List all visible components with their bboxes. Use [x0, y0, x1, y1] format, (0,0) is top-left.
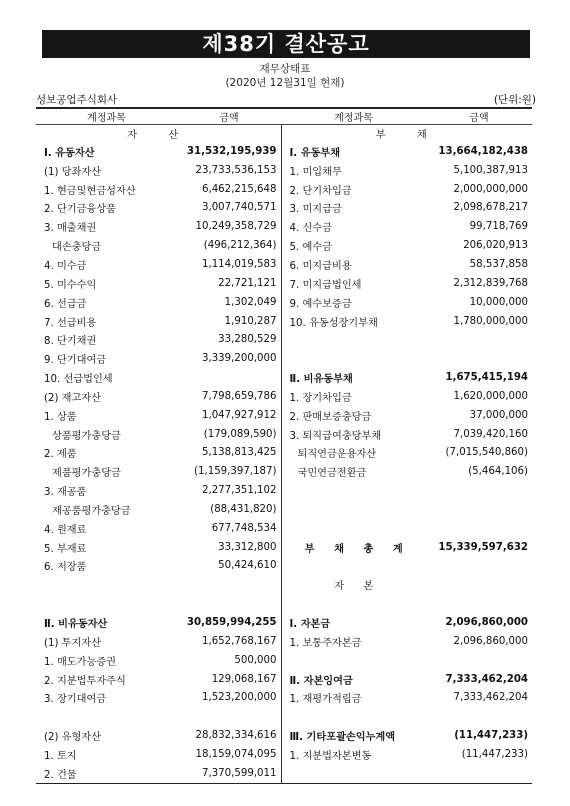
left-amount-cell: 30,859,994,255 [186, 617, 277, 629]
right-amount-cell [426, 519, 532, 538]
right-amount-cell [426, 764, 532, 783]
left-account-cell: 2. 단기금융상품 [44, 204, 117, 216]
statement-name: 재무상태표 [259, 63, 311, 75]
left-amount-cell: 18,159,074,095 [195, 748, 277, 760]
left-amount-cell: 23,733,536,153 [195, 164, 277, 176]
right-account-cell: Ⅱ. 자본잉여금 [281, 670, 426, 689]
left-amount-cell: 33,280,529 [218, 334, 277, 346]
right-account-cell [281, 349, 426, 368]
right-amount-cell: 1,780,000,000 [453, 315, 528, 327]
unit-label: (단위:원) [493, 94, 536, 106]
right-account-cell: Ⅲ. 기타포괄손익누계액 [281, 726, 426, 745]
left-account-cell: 10. 선급법인세 [44, 374, 113, 386]
statement-date: (2020년 12월31일 현재) [225, 77, 345, 89]
left-amount-cell: 6,462,215,648 [201, 183, 277, 195]
table-row [36, 330, 532, 349]
left-account-cell: 대손충당금 [52, 242, 102, 254]
right-account-cell: 2. 판매보증충당금 [281, 406, 426, 425]
right-amount-cell [426, 557, 532, 576]
left-account-cell: 7. 선급비용 [44, 317, 97, 329]
table-row [36, 293, 532, 312]
right-amount-cell [426, 500, 532, 519]
left-amount-cell: 1,114,019,583 [201, 258, 277, 270]
table-row [36, 161, 532, 180]
left-amount-cell: 500,000 [234, 654, 277, 666]
table-row [36, 236, 532, 255]
table-row [36, 519, 532, 538]
left-account-cell: 5. 미수수익 [44, 279, 97, 291]
table-row [36, 444, 532, 463]
left-account-cell: 8. 단기채권 [44, 336, 97, 348]
right-account-cell: 부 채 총 계 [281, 538, 426, 557]
right-amount-cell: 99,718,769 [469, 221, 528, 233]
left-account-cell [36, 594, 177, 613]
left-amount-cell: 7,798,659,786 [201, 390, 277, 402]
left-amount-cell: 22,721,121 [218, 277, 277, 289]
left-account-cell: 제품평가충당금 [52, 468, 121, 480]
table-row [36, 557, 532, 576]
left-amount-cell: 1,523,200,000 [201, 692, 277, 704]
table-row [36, 594, 532, 613]
left-amount-cell [177, 368, 281, 387]
right-amount-cell: 2,096,860,000 [445, 617, 528, 629]
right-account-cell: 1. 미입채무 [281, 161, 426, 180]
left-amount-cell: 129,068,167 [211, 673, 277, 685]
left-account-cell: Ⅰ. 유동자산 [44, 147, 95, 159]
right-account-cell: 6. 미지급비용 [281, 255, 426, 274]
left-account-cell [36, 575, 177, 594]
right-amount-cell: 1,675,415,194 [445, 372, 528, 384]
right-amount-cell: 1,620,000,000 [453, 390, 528, 402]
right-amount-cell: 13,664,182,438 [438, 145, 528, 157]
right-amount-cell [426, 594, 532, 613]
right-amount-cell: 7,039,420,160 [453, 428, 528, 440]
left-account-cell: 1. 매도가능증권 [44, 656, 117, 668]
left-account-cell: (1) 당좌자산 [44, 166, 102, 178]
left-amount-cell: 10,249,358,729 [195, 221, 277, 233]
right-account-cell: 퇴직연금운용자산 [281, 444, 426, 463]
left-account-cell: 2. 제품 [44, 449, 77, 461]
left-amount-cell: 7,370,599,011 [201, 767, 277, 779]
right-account-cell [281, 594, 426, 613]
right-amount-cell: 7,333,462,204 [445, 673, 528, 685]
left-amount-cell: 1,047,927,912 [201, 409, 277, 421]
left-account-cell: 2. 지분법투자주식 [44, 675, 126, 687]
table-row [36, 312, 532, 331]
right-account-cell: 1. 재평가적립금 [281, 688, 426, 707]
right-account-cell [281, 519, 426, 538]
left-amount-cell: (496,212,364) [203, 240, 277, 252]
column-header-right-account: 계정과목 [281, 108, 426, 125]
table-row [36, 764, 532, 783]
left-account-cell: 1. 현금및현금성자산 [44, 185, 136, 197]
right-account-cell: Ⅰ. 유동부채 [281, 142, 426, 161]
right-account-cell: Ⅰ. 자본금 [281, 613, 426, 632]
left-account-cell: 5. 부재료 [44, 543, 87, 555]
right-amount-cell: (5,464,106) [468, 466, 528, 478]
left-amount-cell: (88,431,820) [210, 503, 277, 515]
table-row [36, 651, 532, 670]
table-row [36, 707, 532, 726]
column-header-left-account: 계정과목 [36, 108, 177, 125]
left-amount-cell: 1,652,768,167 [201, 635, 277, 647]
right-account-cell [281, 500, 426, 519]
table-row [36, 575, 532, 594]
table-row [36, 481, 532, 500]
table-row [36, 462, 532, 481]
right-amount-cell [426, 349, 532, 368]
left-account-cell [36, 707, 177, 726]
table-row [36, 670, 532, 689]
table-row [36, 387, 532, 406]
table-row [36, 406, 532, 425]
table-row [36, 632, 532, 651]
right-account-cell: 국민연금전환금 [281, 462, 426, 481]
left-amount-cell: 677,748,534 [211, 522, 277, 534]
right-account-cell [281, 330, 426, 349]
right-amount-cell [426, 481, 532, 500]
right-amount-cell: 2,312,839,768 [453, 277, 528, 289]
left-amount-cell: 3,339,200,000 [201, 353, 277, 365]
right-account-cell: 1. 보통주자본금 [281, 632, 426, 651]
left-account-cell: 9. 단기대여금 [44, 355, 107, 367]
left-account-cell: 1. 상품 [44, 411, 77, 423]
left-account-cell: (2) 유형자산 [44, 732, 102, 744]
table-row [36, 726, 532, 745]
left-amount-cell: 28,832,334,616 [195, 730, 277, 742]
table-row [36, 500, 532, 519]
table-row [36, 255, 532, 274]
right-account-cell: 4. 신수금 [281, 217, 426, 236]
right-amount-cell: 2,096,860,000 [453, 635, 528, 647]
left-amount-cell: 5,138,813,425 [201, 447, 277, 459]
left-account-cell: 3. 재공품 [44, 487, 87, 499]
right-account-cell [281, 481, 426, 500]
left-account-cell: 6. 저장품 [44, 562, 87, 574]
right-account-cell: 5. 예수금 [281, 236, 426, 255]
left-amount-cell: 31,532,195,939 [186, 145, 277, 157]
balance-sheet-table [36, 107, 532, 784]
table-row [36, 745, 532, 764]
table-row [36, 142, 532, 161]
left-account-cell: 상품평가충당금 [52, 430, 121, 442]
table-row [36, 538, 532, 557]
table-row [36, 613, 532, 632]
right-account-cell: Ⅱ. 비유동부채 [281, 368, 426, 387]
right-amount-cell: 2,098,678,217 [453, 202, 528, 214]
column-header-right-amount: 금액 [426, 108, 532, 125]
left-amount-cell: (179,089,590) [203, 428, 277, 440]
right-account-cell: 7. 미지급법인세 [281, 274, 426, 293]
section-heading-row [36, 125, 532, 143]
right-account-cell: 1. 장기차입금 [281, 387, 426, 406]
table-row [36, 274, 532, 293]
right-account-cell: 9. 예수보증금 [281, 293, 426, 312]
right-amount-cell: 2,000,000,000 [453, 183, 528, 195]
right-amount-cell [426, 575, 532, 594]
page-title: 제38기 결산공고 [42, 30, 530, 58]
right-account-cell: 자 본 [281, 575, 426, 594]
left-amount-cell: 33,312,800 [218, 541, 277, 553]
right-account-cell: 3. 퇴직급여충당부채 [281, 425, 426, 444]
left-account-cell: 3. 매출채권 [44, 223, 97, 235]
left-account-cell: 1. 토지 [44, 750, 77, 762]
company-name: 성보공업주식회사 [36, 94, 118, 106]
left-account-cell: (2) 재고자산 [44, 392, 102, 404]
right-account-cell: 3. 미지급금 [281, 199, 426, 218]
section-assets: 자 산 [127, 130, 193, 141]
left-amount-cell [177, 575, 281, 594]
right-amount-cell [426, 330, 532, 349]
right-amount-cell: (7,015,540,860) [445, 447, 528, 459]
right-amount-cell: 10,000,000 [469, 296, 528, 308]
left-amount-cell: 2,277,351,102 [201, 485, 277, 497]
table-row [36, 180, 532, 199]
left-amount-cell: 1,910,287 [224, 315, 277, 327]
table-header-row [36, 108, 532, 125]
left-amount-cell [177, 707, 281, 726]
right-account-cell [281, 557, 426, 576]
right-amount-cell: 37,000,000 [469, 409, 528, 421]
left-account-cell: 4. 원재료 [44, 524, 87, 536]
left-amount-cell: (1,159,397,187) [194, 466, 277, 478]
column-header-left-amount: 금액 [177, 108, 281, 125]
left-account-cell: 3. 장기대여금 [44, 694, 107, 706]
table-row [36, 425, 532, 444]
left-account-cell: Ⅱ. 비유동자산 [44, 619, 108, 631]
right-account-cell: 1. 지분법자본변동 [281, 745, 426, 764]
right-amount-cell: 5,100,387,913 [453, 164, 528, 176]
right-amount-cell: (11,447,233) [461, 748, 528, 760]
left-account-cell: 4. 미수금 [44, 260, 87, 272]
right-amount-cell: 58,537,858 [469, 258, 528, 270]
left-amount-cell: 50,424,610 [218, 560, 277, 572]
table-row [36, 688, 532, 707]
right-amount-cell: 7,333,462,204 [453, 692, 528, 704]
table-row [36, 217, 532, 236]
table-row [36, 368, 532, 387]
section-liabilities: 부 채 [281, 125, 532, 143]
right-amount-cell [426, 651, 532, 670]
table-row [36, 199, 532, 218]
left-account-cell: 2. 건물 [44, 769, 77, 781]
left-account-cell: 6. 선급금 [44, 298, 87, 310]
right-amount-cell [426, 707, 532, 726]
right-account-cell [281, 707, 426, 726]
left-amount-cell: 3,007,740,571 [201, 202, 277, 214]
right-account-cell [281, 651, 426, 670]
left-amount-cell [177, 594, 281, 613]
right-amount-cell: (11,447,233) [454, 730, 528, 742]
right-amount-cell: 15,339,597,632 [438, 541, 528, 553]
left-account-cell: (1) 투지자산 [44, 637, 102, 649]
right-account-cell: 10. 유동성장기부채 [281, 312, 426, 331]
right-account-cell: 2. 단기차입금 [281, 180, 426, 199]
left-amount-cell: 1,302,049 [224, 296, 277, 308]
right-account-cell [281, 764, 426, 783]
table-row [36, 349, 532, 368]
left-account-cell: 재공품평가충당금 [52, 505, 131, 517]
right-amount-cell: 206,020,913 [463, 240, 528, 252]
